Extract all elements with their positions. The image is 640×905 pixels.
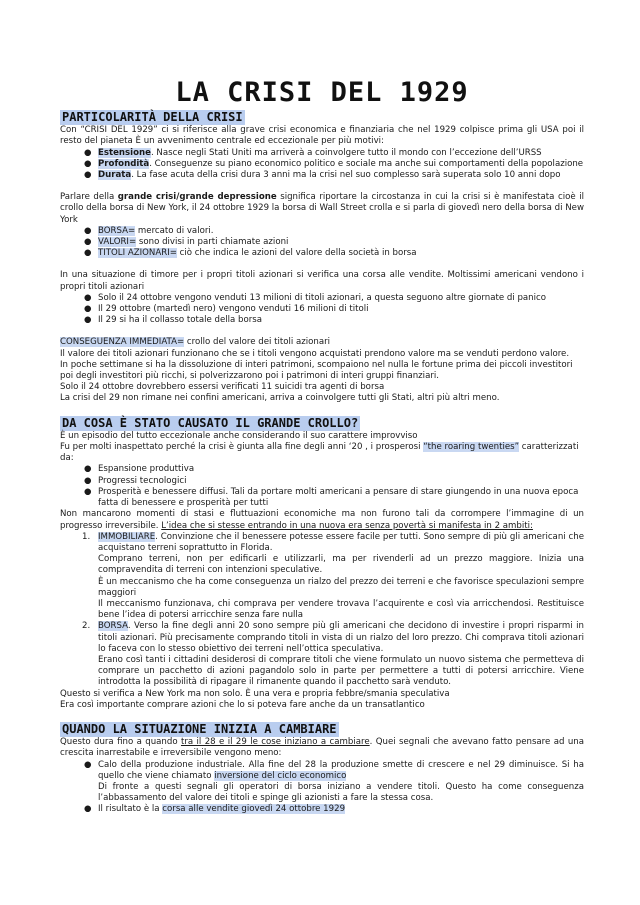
list-item (84, 292, 584, 304)
text-span: Fu per molti inaspettato perché la crisi è giunta alla fine degli anni ‘20 , i prosperosi (60, 442, 424, 453)
list-item-text: Prosperità e benessere diffusi. Tali da portare molti americani a pensare di stare giungendo in una nuova epoca fatta di benessere e prosperità per tutti (98, 486, 579, 509)
bullet-icon: ● (84, 158, 92, 169)
bullet-list (60, 464, 584, 509)
list-item (82, 531, 584, 622)
list-item-text: Il meccanismo funzionava, chi comprava per vendere trovava l’acquirente e così via arricchendosi. Restituisce bene l’idea di potersi arricchire senza fare nulla (98, 598, 584, 621)
bullet-icon: ● (84, 475, 92, 486)
paragraph: Questo si verifica a New York ma non solo. È una vera e propria febbre/smania speculativa (60, 688, 450, 699)
text-span: Questo dura fino a quando (60, 737, 181, 748)
list-item-text: . Nasce negli Stati Uniti ma arriverà a coinvolgere tutto il mondo con l’eccezione dell’URSS (150, 147, 542, 158)
list-item (84, 464, 584, 475)
list-item (84, 315, 584, 326)
paragraph (60, 509, 584, 531)
paragraph (60, 337, 584, 348)
list-item-text: Comprano terreni, non per edificarli e utilizzarli, ma per rivenderli ad un prezzo maggiore. Inizia una compravendita di terreni con intenzioni speculative. (98, 554, 584, 576)
list-item (82, 621, 584, 688)
term-highlight: BORSA= (98, 225, 136, 236)
bullet-icon: ● (84, 147, 92, 158)
section-heading: DA COSA È STATO CAUSATO IL GRANDE CROLLO? (62, 415, 359, 430)
underlined-text: tra il 28 e il 29 le cose iniziano a cambiare (180, 737, 370, 748)
paragraph (60, 442, 584, 464)
list-item (84, 475, 584, 487)
list-item (84, 248, 584, 259)
term-highlight: Estensione (98, 147, 151, 158)
underlined-text: L’idea che si stesse entrando in una nuova era senza povertà si manifesta in 2 ambiti: (161, 520, 533, 531)
list-item (84, 759, 584, 805)
term-highlight: BORSA (98, 621, 128, 632)
text-span: crollo del valore dei titoli azionari (184, 337, 331, 348)
list-item (84, 225, 584, 237)
list-item-text: . Verso la fine degli anni 20 sono sempre più gli americani che decidono di investire i propri risparmi in titoli azionari. Più precisamente comprando titoli in vista di un rialzo del loro prezzo. Chi comprava titoli azionari lo faceva con lo stesso obiettivo dei terreni nell’ottica speculativa. (98, 621, 584, 654)
list-item-text: Il 29 si ha il collasso totale della borsa (98, 315, 263, 326)
paragraph (60, 192, 584, 226)
document-title: LA CRISI DEL 1929 (175, 77, 469, 108)
term-highlight: IMMOBILIARE (98, 531, 156, 542)
bullet-icon: ● (84, 804, 92, 815)
paragraph: In poche settimane si ha la dissoluzione di interi patrimoni, scompaiono nel nulla le fortune prima dei piccoli investitori poi degli investitori più ricchi, si polverizzarono poi i patrimoni di interi gruppi finanziari. (60, 359, 573, 382)
document-page (60, 78, 584, 816)
list-item-text: Calo della produzione industriale. Alla fine del 28 la produzione smette di crescere e nel 29 diminuisce. Si ha quello che viene chiamato (98, 759, 584, 781)
bullet-icon: ● (84, 759, 92, 770)
bullet-list (60, 293, 584, 327)
list-item-text: . Conseguenze su piano economico politico e sociale ma anche sui comportamenti della popolazione (149, 158, 584, 169)
bullet-icon: ● (84, 464, 92, 475)
list-item (84, 158, 584, 170)
bullet-icon: ● (84, 304, 92, 315)
list-item (84, 804, 584, 815)
term-highlight: Durata (98, 170, 132, 181)
term-highlight: TITOLI AZIONARI= (98, 248, 177, 259)
paragraph: In una situazione di timore per i propri titoli azionari si verifica una corsa alle vendite. Moltissimi americani vendono i propri titoli azionari (60, 270, 584, 292)
term-highlight: VALORI= (98, 237, 137, 248)
bullet-list (60, 760, 584, 816)
bullet-icon: ● (84, 225, 92, 236)
section-heading: PARTICOLARITÀ DELLA CRISI (62, 110, 243, 124)
list-item-text: Solo il 24 ottobre vengono venduti 13 milioni di titoli azionari, a questa seguono altre giornate di panico (98, 292, 546, 303)
text-span: . Quei segnali che avevano fatto pensare ad una crescita inarrestabile e irreversibile vengono meno: (60, 737, 584, 759)
list-item (84, 147, 584, 159)
list-item (84, 170, 584, 181)
bold-text: grande crisi/grande depressione (117, 192, 277, 203)
paragraph: Il valore dei titoli azionari funzionano che se i titoli vengono acquistati prendono valore ma se venduti perdono valore. (60, 348, 570, 359)
numbered-list (60, 532, 584, 689)
bullet-icon: ● (84, 292, 92, 303)
list-item-text: Il 29 ottobre (martedì nero) vengono venduti 16 milioni di titoli (98, 304, 369, 315)
list-item (84, 486, 584, 509)
term-highlight: inversione del ciclo economico (214, 770, 347, 781)
paragraph: La crisi del 29 non rimane nei confini americani, arriva a coinvolgere tutti gli Stati, altri più altri meno. (60, 393, 500, 404)
text-span: caratterizzati da: (60, 442, 579, 464)
list-item-text: Erano così tanti i cittadini desiderosi di comprare titoli che viene formulato un nuovo sistema che permetteva di comprare un pacchetto di azioni pagandolo solo in parte per permettere a tutti di potersi arricchire. Viene introdotta la possibilità di ripagare il rimanente quando il pacchetto sarà venduto. (98, 654, 584, 688)
text-span: Non mancarono momenti di stasi e fluttuazioni economiche ma non furono tali da corrompere l’immagine di un progresso irreversibile. (60, 509, 584, 531)
bullet-icon: ● (84, 248, 92, 259)
list-item-text: Di fronte a questi segnali gli operatori di borsa iniziano a vendere titoli. Questo ha come conseguenza l’abbassamento del valore dei titoli e spinge gli azionisti a fare la stessa cosa. (98, 781, 584, 804)
list-item-text: Progressi tecnologici (98, 475, 187, 486)
section-heading: QUANDO LA SITUAZIONE INIZIA A CAMBIARE (62, 721, 337, 736)
bullet-icon: ● (84, 237, 92, 248)
term-highlight: “the roaring twenties” (423, 442, 520, 453)
term-highlight: Profondità (98, 158, 150, 169)
paragraph: Era così importante comprare azioni che lo si poteva fare anche da un transatlantico (60, 699, 425, 710)
term-highlight: corsa alle vendite giovedì 24 ottobre 1929 (162, 804, 346, 815)
list-number: 2. (82, 621, 91, 632)
bullet-icon: ● (84, 486, 92, 497)
list-item-text: sono divisi in parti chiamate azioni (136, 237, 289, 248)
list-item-text: . La fase acuta della crisi dura 3 anni ma la crisi nel suo complesso sarà superata solo 10 anni dopo (131, 170, 561, 181)
text-span: significa riportare la circostanza in cui la crisi si è manifestata cioè il crollo della borsa di New York, il 24 ottobre 1929 la borsa di Wall Street crolla e si parla di giovedì nero della borsa di New York (60, 192, 584, 225)
bullet-icon: ● (84, 170, 92, 181)
list-item-text: È un meccanismo che ha come conseguenza un rialzo del prezzo dei terreni e che favorisce speculazioni sempre maggiori (98, 576, 584, 598)
list-item-text: mercato di valori. (135, 225, 214, 236)
bullet-list (60, 148, 584, 182)
bullet-icon: ● (84, 315, 92, 326)
paragraph (60, 737, 584, 759)
paragraph: Solo il 24 ottobre dovrebbero essersi verificati 11 suicidi tra agenti di borsa (60, 382, 385, 393)
list-item (84, 304, 584, 315)
definition-list (60, 226, 584, 260)
paragraph: Con “CRISI DEL 1929” ci si riferisce alla grave crisi economica e finanziaria che nel 1929 colpisce prima gli USA poi il resto del pianeta È un avvenimento centrale ed eccezionale per più motivi: (60, 125, 584, 147)
list-item (84, 237, 584, 248)
list-item-text: ciò che indica le azioni del valore della società in borsa (176, 248, 417, 259)
list-item-text: . Convinzione che il benessere potesse essere facile per tutti. Sono sempre di più gli americani che acquistano terreni soprattutto in Florida. (98, 531, 584, 553)
list-item-text: Espansione produttiva (98, 464, 195, 475)
term-highlight: CONSEGUENZA IMMEDIATA= (60, 337, 185, 348)
paragraph: È un episodio del tutto eccezionale anche considerando il suo carattere improvviso (60, 430, 418, 441)
list-number: 1. (82, 531, 91, 542)
text-span: Parlare della (60, 192, 118, 203)
list-item-text: Il risultato è la (98, 804, 163, 815)
